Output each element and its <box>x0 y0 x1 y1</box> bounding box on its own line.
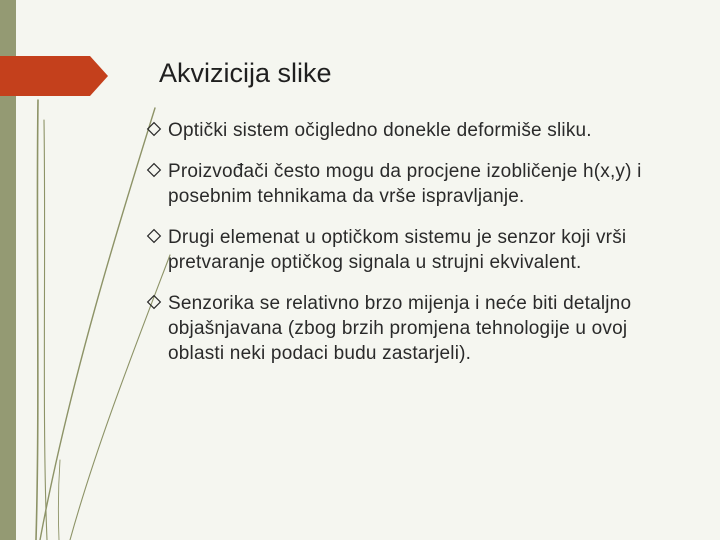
bullet-text: Drugi elemenat u optičkom sistemu je senzor koji vrši pretvaranje optičkog signala u strujni ekvivalent. <box>168 227 627 273</box>
bullet-item <box>146 159 666 209</box>
diamond-outline-icon <box>146 121 162 137</box>
bullet-item <box>146 225 666 275</box>
bullet-item <box>146 118 666 143</box>
title-banner <box>0 56 110 98</box>
slide-title: Akvizicija slike <box>159 58 332 88</box>
bullet-list <box>146 118 666 382</box>
bullet-text: Proizvođači često mogu da procjene izobličenje h(x,y) i posebnim tehnikama da vrše ispravljanje. <box>168 161 642 207</box>
bullet-text: Senzorika se relativno brzo mijenja i neće biti detaljno objašnjavana (zbog brzih promjena tehnologije u ovoj oblasti neki podaci budu zastarjeli). <box>168 293 632 364</box>
diamond-outline-icon <box>146 228 162 244</box>
diamond-outline-icon <box>146 294 162 310</box>
bullet-item <box>146 291 666 366</box>
bullet-text: Optički sistem očigledno donekle deformiše sliku. <box>168 120 592 141</box>
diamond-outline-icon <box>146 162 162 178</box>
